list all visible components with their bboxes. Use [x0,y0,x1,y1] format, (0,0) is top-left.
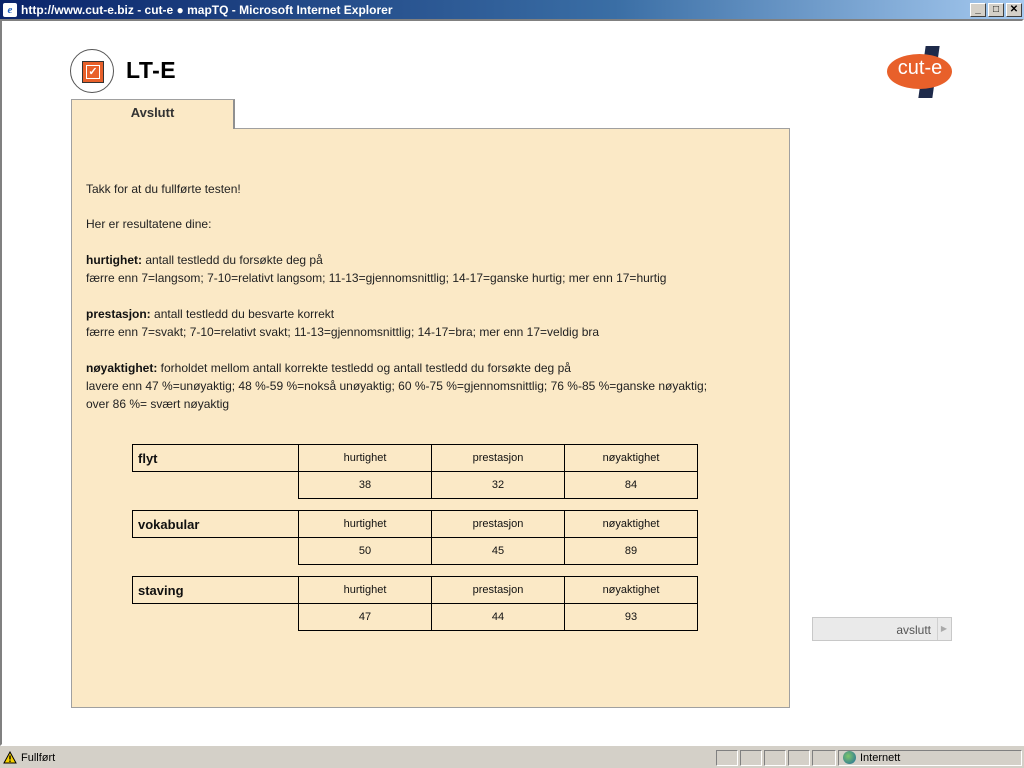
table-row [133,577,698,604]
table-cell: 50 [299,538,432,565]
checkmark-icon: ✓ [82,61,104,83]
table-cell: 93 [565,604,698,631]
status-segment [812,750,836,766]
table-row [133,445,698,472]
performance-scale: færre enn 7=svakt; 7-10=relativt svakt; 11-13=gjennomsnittlig; 14-17=bra; mer enn 17=veldig bra [86,325,600,339]
table-cell: 45 [432,538,565,565]
table-row [133,472,698,499]
table-row [133,511,698,538]
result-name: vokabular [133,511,299,538]
close-icon: ✕ [1009,3,1019,15]
window-titlebar[interactable] [0,0,1024,19]
thanks-text: Takk for at du fullførte testen! [86,182,241,196]
performance-definition [86,305,599,341]
table-cell: 38 [299,472,432,499]
column-header: prestasjon [432,577,565,604]
status-segment [740,750,762,766]
maximize-icon: □ [992,3,1000,15]
column-header: hurtighet [299,577,432,604]
results-panel [71,128,790,708]
minimize-icon: _ [975,3,981,15]
status-segment [716,750,738,766]
status-text: Fullført [21,752,56,764]
results-table-vokabular [132,510,698,565]
accuracy-description: forholdet mellom antall korrekte testledd og antall testledd du forsøkte deg på [157,361,571,375]
column-header: nøyaktighet [565,511,698,538]
tab-avslutt[interactable] [71,99,235,129]
table-cell: 84 [565,472,698,499]
accuracy-scale-line-1: lavere enn 47 %=unøyaktig; 48 %-59 %=nokså unøyaktig; 60 %-75 %=gjennomsnittlig; 76 %-85 %=ganske nøyaktig; [86,379,708,393]
tab-label: Avslutt [130,105,175,120]
window-title: http://www.cut-e.biz - cut-e ● mapTQ - Microsoft Internet Explorer [21,2,393,17]
table-row [133,604,698,631]
brand-text: cut-e [897,57,943,79]
minimize-button[interactable] [970,3,986,17]
play-arrow-icon: ▶ [937,618,947,640]
results-table-staving [132,576,698,631]
result-name: staving [133,577,299,604]
intro-text: Her er resultatene dine: [86,217,212,231]
status-bar [0,748,1024,768]
table-cell: 47 [299,604,432,631]
table-cell: 89 [565,538,698,565]
column-header: nøyaktighet [565,577,698,604]
close-button[interactable] [1006,3,1022,17]
zone-text: Internett [860,752,901,764]
table-row [133,538,698,565]
speed-scale: færre enn 7=langsom; 7-10=relativt langsom; 11-13=gjennomsnittlig; 14-17=ganske hurtig; mer enn 17=hurtig [86,271,667,285]
window-controls [968,3,1022,17]
accuracy-label: nøyaktighet: [86,361,158,375]
accuracy-scale-line-2: over 86 %= svært nøyaktig [86,397,230,411]
results-table-flyt [132,444,698,499]
cut-e-logo [884,42,954,98]
column-header: nøyaktighet [565,445,698,472]
accuracy-definition [86,359,707,413]
result-name: flyt [133,445,299,472]
maximize-button[interactable] [988,3,1004,17]
speed-definition [86,251,666,287]
column-header: hurtighet [299,511,432,538]
status-segment [788,750,810,766]
table-cell: 44 [432,604,565,631]
exit-button[interactable] [812,617,952,641]
performance-label: prestasjon: [86,307,151,321]
globe-icon [843,751,856,764]
speed-label: hurtighet: [86,253,142,267]
lt-e-logo [70,49,114,93]
status-segment [764,750,786,766]
column-header: prestasjon [432,445,565,472]
internet-explorer-icon: e [3,3,17,17]
table-cell: 32 [432,472,565,499]
exit-button-label: avslutt [896,623,931,637]
speed-description: antall testledd du forsøkte deg på [142,253,323,267]
app-title: LT-E [126,57,177,83]
performance-description: antall testledd du besvarte korrekt [150,307,335,321]
column-header: hurtighet [299,445,432,472]
column-header: prestasjon [432,511,565,538]
